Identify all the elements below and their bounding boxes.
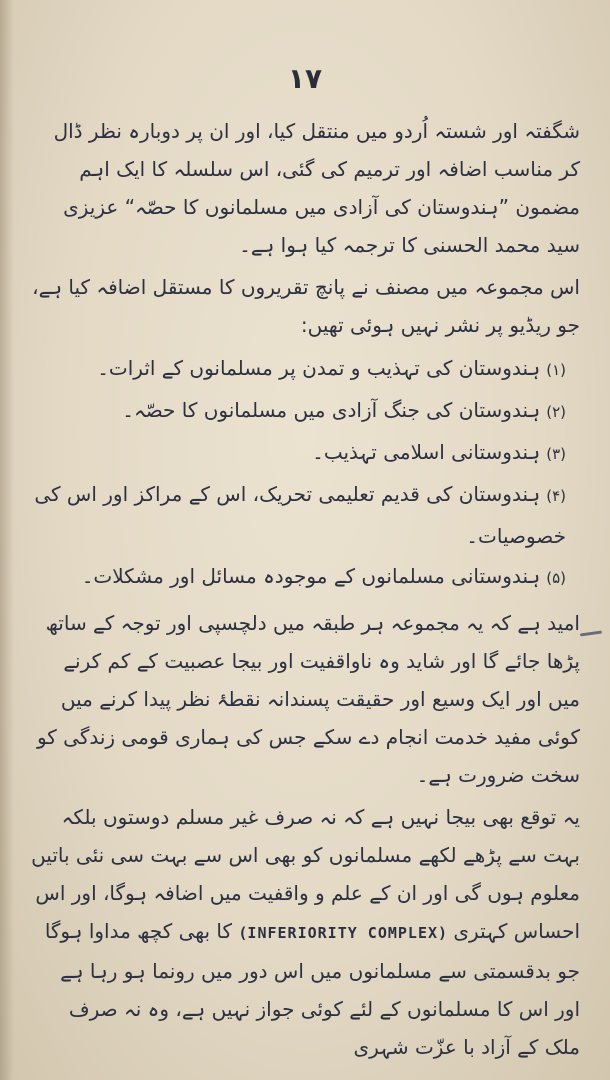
list-item-number: (۱) xyxy=(546,361,566,379)
list-item-text: ہندوستان کی تہذیب و تمدن پر مسلمانوں کے اثرات۔ xyxy=(97,356,541,380)
list-item-text: ہندوستان کی جنگ آزادی میں مسلمانوں کا حصّہ۔ xyxy=(122,398,541,422)
list-item xyxy=(30,432,580,474)
hope-paragraph: امید ہے کہ یہ مجموعہ ہر طبقہ میں دلچسپی اور توجہ کے ساتھ پڑھا جائے گا اور شاید وہ ناواقفیت اور بیجا عصبیت کے کم کرنے میں اور ایک وسیع اور حقیقت پسندانہ نقطۂ نظر پیدا کرنے میں کوئی مفید خدمت انجام دے سکے جس کی ہماری قومی زندگی کو سخت ضرورت ہے۔ xyxy=(36,611,580,787)
list-item-number: (۴) xyxy=(546,487,566,505)
list-item-text: ہندوستانی اسلامی تہذیب۔ xyxy=(312,440,541,464)
expectation-text-end: کا بھی کچھ مداوا ہوگا جو بدقسمتی سے مسلمانوں میں اس دور میں رونما ہو رہا ہے اور اس کا مسلمانوں کے لئے کوئی جواز نہیں ہے، وہ نہ صرف ملک کے آزاد با عزّت شہری xyxy=(44,919,580,1059)
list-item-number: (۳) xyxy=(546,445,566,463)
addition-paragraph: اس مجموعہ میں مصنف نے پانچ تقریروں کا مستقل اضافہ کیا ہے، جو ریڈیو پر نشر نہیں ہوئی تھیں: xyxy=(32,275,580,337)
list-item-text: ہندوستان کی قدیم تعلیمی تحریک، اس کے مراکز اور اس کی خصوصیات۔ xyxy=(34,482,566,548)
list-item xyxy=(30,348,580,390)
margin-ink-mark xyxy=(580,630,602,636)
list-item-text: ہندوستانی مسلمانوں کے موجودہ مسائل اور مشکلات۔ xyxy=(81,564,541,588)
english-term: (INFERIORITY COMPLEX) xyxy=(238,924,448,942)
list-item-number: (۵) xyxy=(546,569,566,587)
expectation-text-start: یہ توقع بھی بیجا نہیں ہے کہ نہ صرف غیر مسلم دوستوں بلکہ بہت سے پڑھے لکھے مسلمانوں کو بھی اس سے بہت سی نئی باتیں معلوم ہوں گی اور ان کے علم و واقفیت میں اضافہ ہوگا، اور اس احساس کہتری xyxy=(31,805,580,943)
page-number: ۱۷ xyxy=(287,62,323,95)
list-item xyxy=(30,474,580,556)
list-item xyxy=(30,390,580,432)
list-item xyxy=(30,556,580,598)
page-body xyxy=(30,112,580,1070)
expectation-paragraph xyxy=(30,798,580,1066)
intro-paragraph: شگفتہ اور شستہ اُردو میں منتقل کیا، اور ان پر دوبارہ نظر ڈال کر مناسب اضافہ اور ترمیم کی گئی، اس سلسلہ کا ایک اہم مضمون ”ہندوستان کی آزادی میں مسلمانوں کا حصّہ“ عزیزی سید محمد الحسنی کا ترجمہ کیا ہوا ہے۔ xyxy=(53,119,580,257)
lecture-list xyxy=(30,348,580,598)
list-item-number: (۲) xyxy=(546,403,566,421)
page-edge-shadow xyxy=(0,0,14,1080)
